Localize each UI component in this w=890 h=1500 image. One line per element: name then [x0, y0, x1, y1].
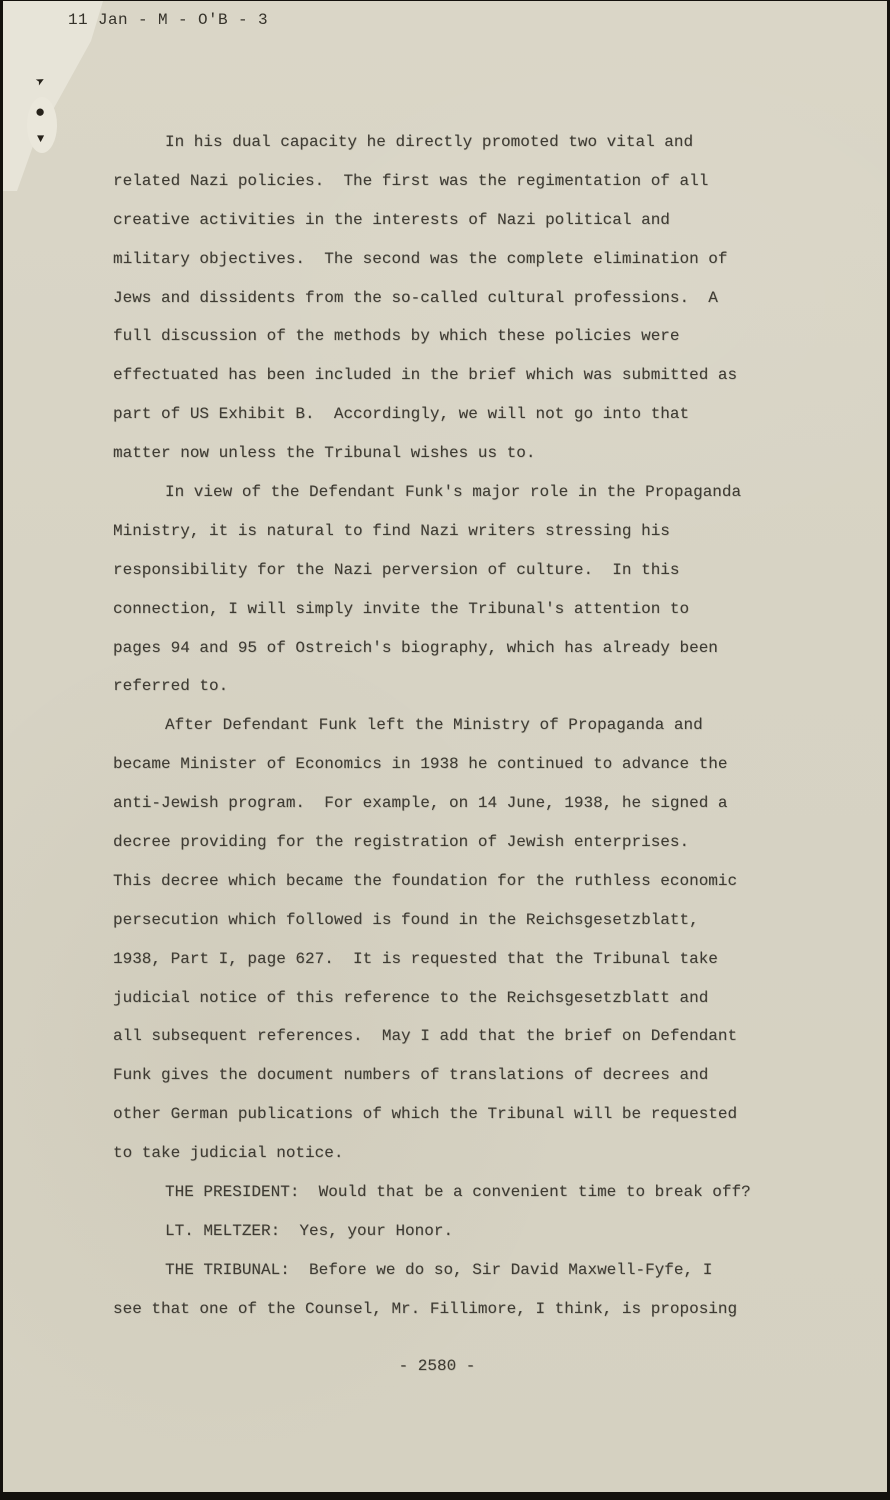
text-line: became Minister of Economics in 1938 he continued to advance the [113, 755, 728, 774]
text-line: anti-Jewish program. For example, on 14 June, 1938, he signed a [113, 794, 728, 813]
text-line: In view of the Defendant Funk's major role in the Propaganda [165, 483, 742, 502]
text-line: THE PRESIDENT: Would that be a convenient time to break off? [165, 1183, 751, 1202]
text-line: effectuated has been included in the brief which was submitted as [113, 366, 738, 385]
text-line: referred to. [113, 677, 229, 696]
text-line: all subsequent references. May I add that the brief on Defendant [113, 1027, 738, 1046]
page-number: - 2580 - [398, 1357, 476, 1375]
document-page [3, 1, 887, 1492]
text-line: military objectives. The second was the complete elimination of [113, 249, 728, 268]
pen-arrow-mark-icon: ➤ [33, 72, 50, 93]
text-line: persecution which followed is found in the Reichsgesetzblatt, [113, 910, 699, 929]
text-line: matter now unless the Tribunal wishes us to. [113, 444, 536, 463]
text-line: Jews and dissidents from the so-called cultural professions. A [113, 288, 718, 307]
text-line: judicial notice of this reference to the Reichsgesetzblatt and [113, 988, 709, 1007]
text-line: connection, I will simply invite the Tribunal's attention to [113, 599, 690, 618]
text-line: pages 94 and 95 of Ostreich's biography, which has already been [113, 638, 718, 657]
text-line: Funk gives the document numbers of translations of decrees and [113, 1066, 709, 1085]
text-line: 1938, Part I, page 627. It is requested that the Tribunal take [113, 949, 718, 968]
text-line: THE TRIBUNAL: Before we do so, Sir David Maxwell-Fyfe, I [165, 1260, 713, 1279]
text-line: to take judicial notice. [113, 1144, 344, 1163]
text-line: other German publications of which the Tribunal will be requested [113, 1105, 738, 1124]
body-text [113, 123, 761, 1329]
text-line: decree providing for the registration of Jewish enterprises. [113, 833, 690, 852]
text-line: part of US Exhibit B. Accordingly, we will not go into that [113, 405, 690, 424]
text-line: full discussion of the methods by which these policies were [113, 327, 680, 346]
text-line: see that one of the Counsel, Mr. Fillimore, I think, is proposing [113, 1299, 738, 1318]
header-slug: 11 Jan - M - O'B - 3 [68, 11, 269, 29]
text-line: creative activities in the interests of Nazi political and [113, 210, 670, 229]
text-line: This decree which became the foundation for the ruthless economic [113, 871, 738, 890]
text-line: LT. MELTZER: Yes, your Honor. [165, 1221, 454, 1240]
text-line: responsibility for the Nazi perversion of culture. In this [113, 560, 680, 579]
text-line: In his dual capacity he directly promoted two vital and [165, 133, 694, 151]
text-line: Ministry, it is natural to find Nazi writers stressing his [113, 521, 670, 540]
pen-triangle-mark-icon: ▼ [37, 132, 45, 146]
ink-dot-mark-icon: ● [35, 104, 46, 123]
text-line: related Nazi policies. The first was the regimentation of all [113, 171, 709, 190]
text-line: After Defendant Funk left the Ministry of Propaganda and [165, 716, 703, 735]
